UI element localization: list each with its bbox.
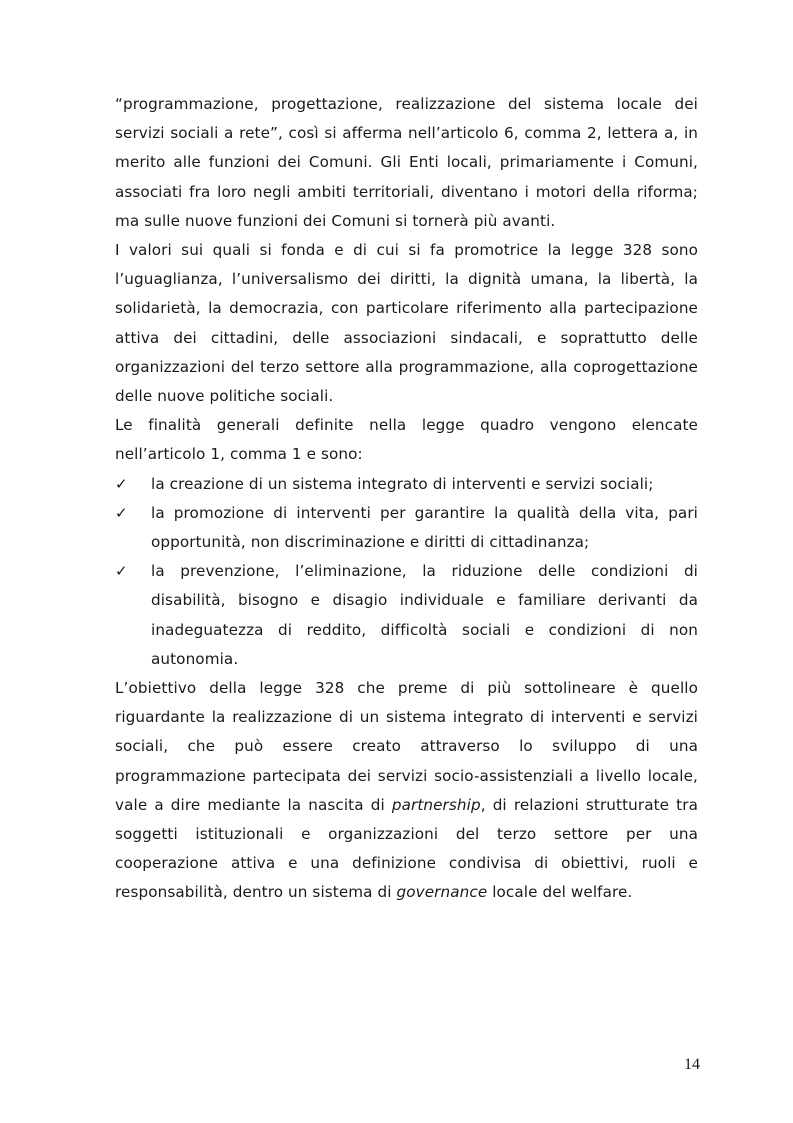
paragraph-obiettivo — [115, 674, 698, 908]
list-item-text: la prevenzione, l’eliminazione, la riduzione delle condizioni di disabilità, bisogno e disagio individuale e familiare derivanti da inadeguatezza di reddito, difficoltà sociali e condizioni di non autonomia. — [151, 562, 698, 668]
list-item-text: la creazione di un sistema integrato di interventi e servizi sociali; — [151, 474, 654, 493]
list-item-text: la promozione di interventi per garantire la qualità della vita, pari opportunità, non discriminazione e diritti di cittadinanza; — [151, 503, 698, 552]
paragraph-valori: I valori sui quali si fonda e di cui si fa promotrice la legge 328 sono l’uguaglianza, l’universalismo dei diritti, la dignità umana, la libertà, la solidarietà, la democrazia, con particolare riferimento alla partecipazione attiva dei cittadini, delle associazioni sindacali, e soprattutto delle organizzazioni del terzo settore alla programmazione, alla coprogettazione delle nuove politiche sociali. — [115, 241, 698, 406]
emphasis-governance: governance — [396, 883, 488, 902]
paragraph-obiettivo-part-2: , di relazioni strutturate tra soggetti istituzionali e organizzazioni del terzo settore per una cooperazione attiva e una definizione condivisa di obiettivi, ruoli e responsabilità, dentro un sistema di — [115, 795, 698, 902]
paragraph-finalita: Le finalità generali definite nella legge quadro vengono elencate nell’articolo 1, comma 1 e sono: — [115, 416, 698, 464]
list-item — [115, 470, 698, 499]
list-item — [115, 499, 698, 557]
finalita-list — [115, 470, 698, 674]
checkmark-icon: ✓ — [115, 562, 128, 581]
page-number: 14 — [684, 1056, 700, 1073]
paragraph-obiettivo-part-3: locale del welfare. — [487, 883, 633, 902]
emphasis-partnership: partnership — [391, 795, 481, 814]
checkmark-icon: ✓ — [115, 503, 128, 522]
document-page — [115, 90, 698, 908]
paragraph-programmazione: “programmazione, progettazione, realizzazione del sistema locale dei servizi sociali a rete”, così si afferma nell’articolo 6, comma 2, lettera a, in merito alle funzioni dei Comuni. Gli Enti locali, primariamente i Comuni, associati fra loro negli ambiti territoriali, diventano i motori della riforma; ma sulle nuove funzioni dei Comuni si tornerà più avanti. — [115, 95, 698, 230]
list-item — [115, 557, 698, 674]
checkmark-icon: ✓ — [115, 474, 128, 493]
paragraph-obiettivo-part-1: L’obiettivo della legge 328 che preme di più sottolineare è quello riguardante la realizzazione di un sistema integrato di interventi e servizi sociali, che può essere creato attraverso lo sviluppo di una programmazione partecipata dei servizi socio-assistenziali a livello locale, vale a dire mediante la nascita di — [115, 679, 698, 814]
